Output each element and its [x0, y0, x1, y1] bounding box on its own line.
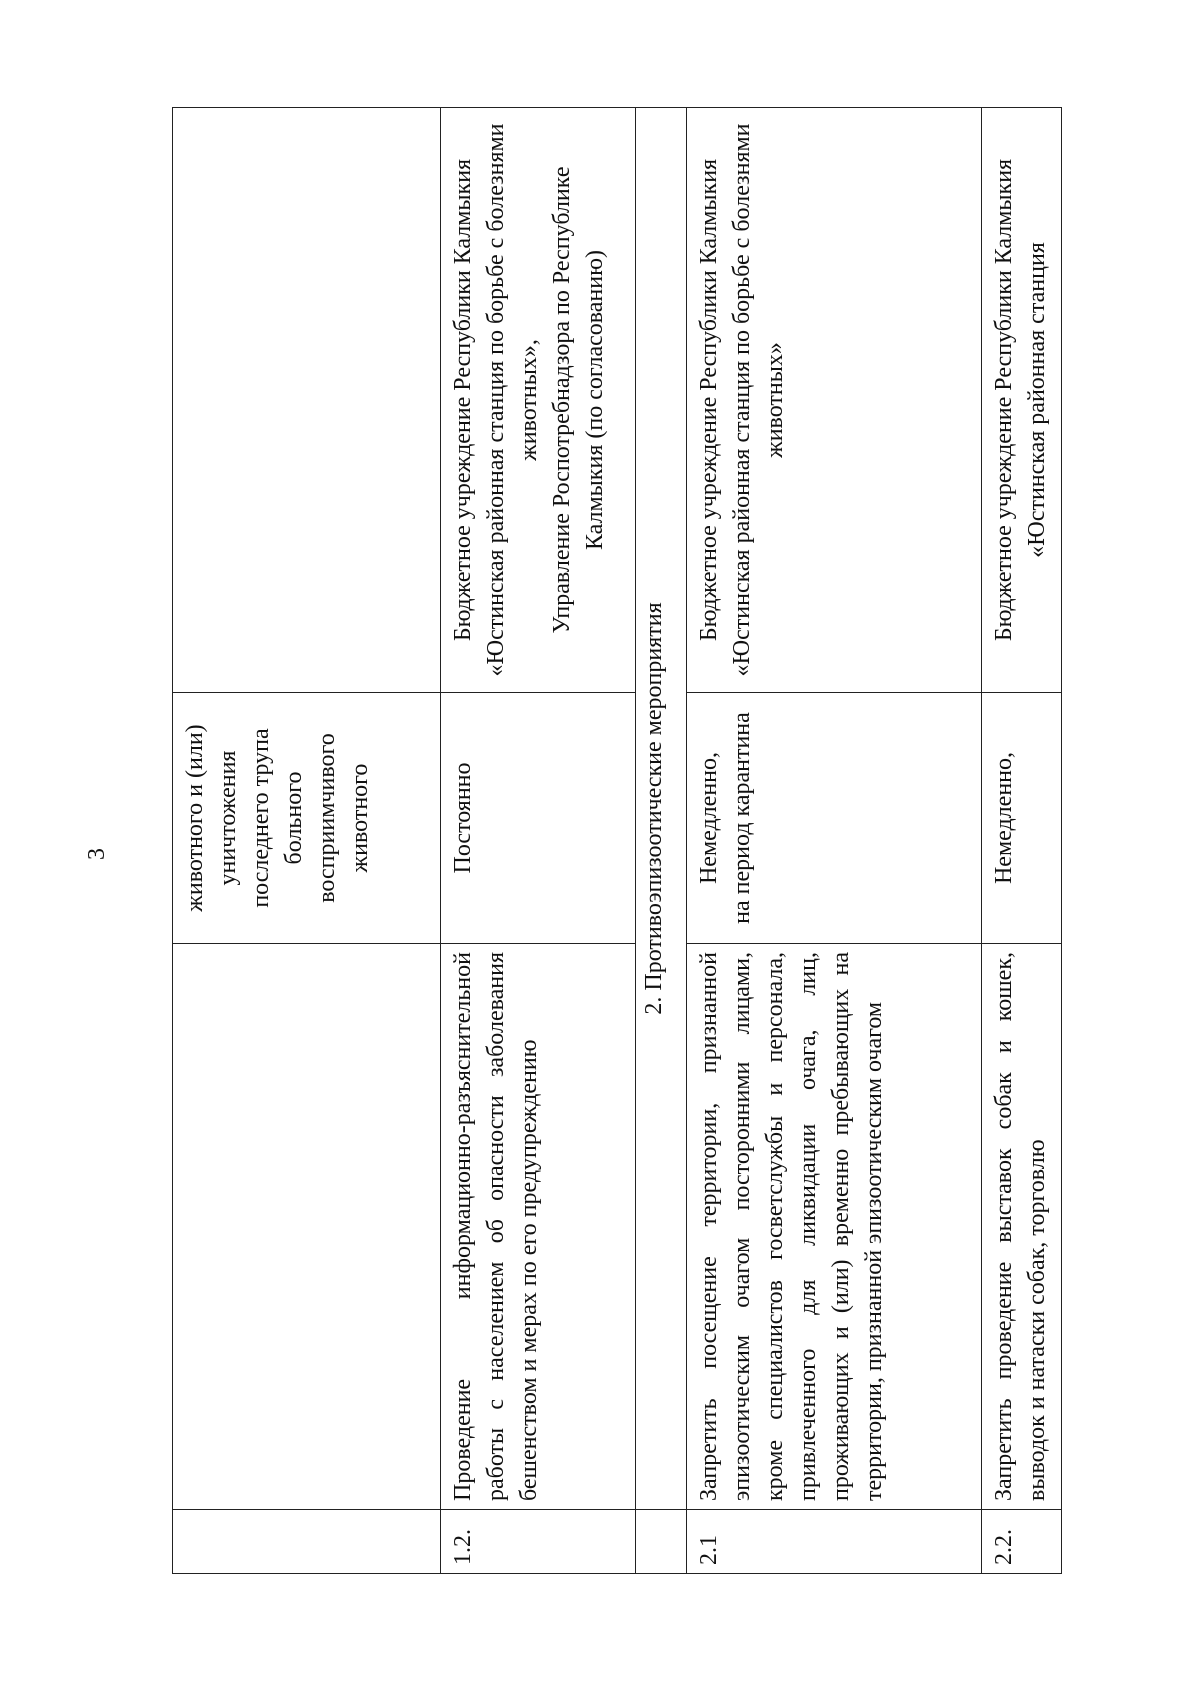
cell-action: Проведение информационно-разъяснительной работы с населением об опасности заболевания бешенством и мерах по его предупреждению	[441, 944, 636, 1510]
table-row-2-1	[687, 108, 982, 1574]
table-row-continuation	[173, 108, 441, 1574]
cell-responsible	[173, 108, 441, 693]
measures-table	[172, 107, 1062, 1574]
page-number: 3	[84, 848, 110, 860]
cell-action	[173, 944, 441, 1510]
table-row-2-2	[982, 108, 1062, 1574]
cell-number: 1.2.	[441, 1510, 636, 1574]
section-title: 2. Противоэпизоотические мероприятия	[636, 108, 687, 1510]
cell-number: 2.1	[687, 1510, 982, 1574]
table-row-1-2	[441, 108, 636, 1574]
cell-term: животного и (или) уничтожения последнего трупа больного восприимчивого животного	[173, 693, 441, 944]
cell-responsible: Бюджетное учреждение Республики Калмыкия «Юстинская районная станция по борьбе с болезнями животных», Управление Роспотребнадзора по Республике Калмыкия (по согласованию)	[441, 108, 636, 693]
cell-responsible: Бюджетное учреждение Республики Калмыкия «Юстинская районная станция по борьбе с болезнями животных»	[687, 108, 982, 693]
cell-action: Запретить проведение выставок собак и кошек, выводок и натаски собак, торговлю	[982, 944, 1062, 1510]
cell-number: 2.2.	[982, 1510, 1062, 1574]
cell-number	[173, 1510, 441, 1574]
cell-responsible: Бюджетное учреждение Республики Калмыкия «Юстинская районная станция	[982, 108, 1062, 693]
cell-term: Немедленно, на период карантина	[687, 693, 982, 944]
rotated-table-wrapper	[172, 108, 1062, 1574]
cell-term: Постоянно	[441, 693, 636, 944]
table-row-section-2	[636, 108, 687, 1574]
cell-section-spacer	[636, 1510, 687, 1574]
cell-term: Немедленно,	[982, 693, 1062, 944]
cell-action: Запретить посещение территории, признанной эпизоотическим очагом посторонними лицами, кроме специалистов госветслужбы и персонала, привлеченного для ликвидации очага, лиц, проживающих и (или) временно пребывающих на территории, признанной эпизоотическим очагом	[687, 944, 982, 1510]
